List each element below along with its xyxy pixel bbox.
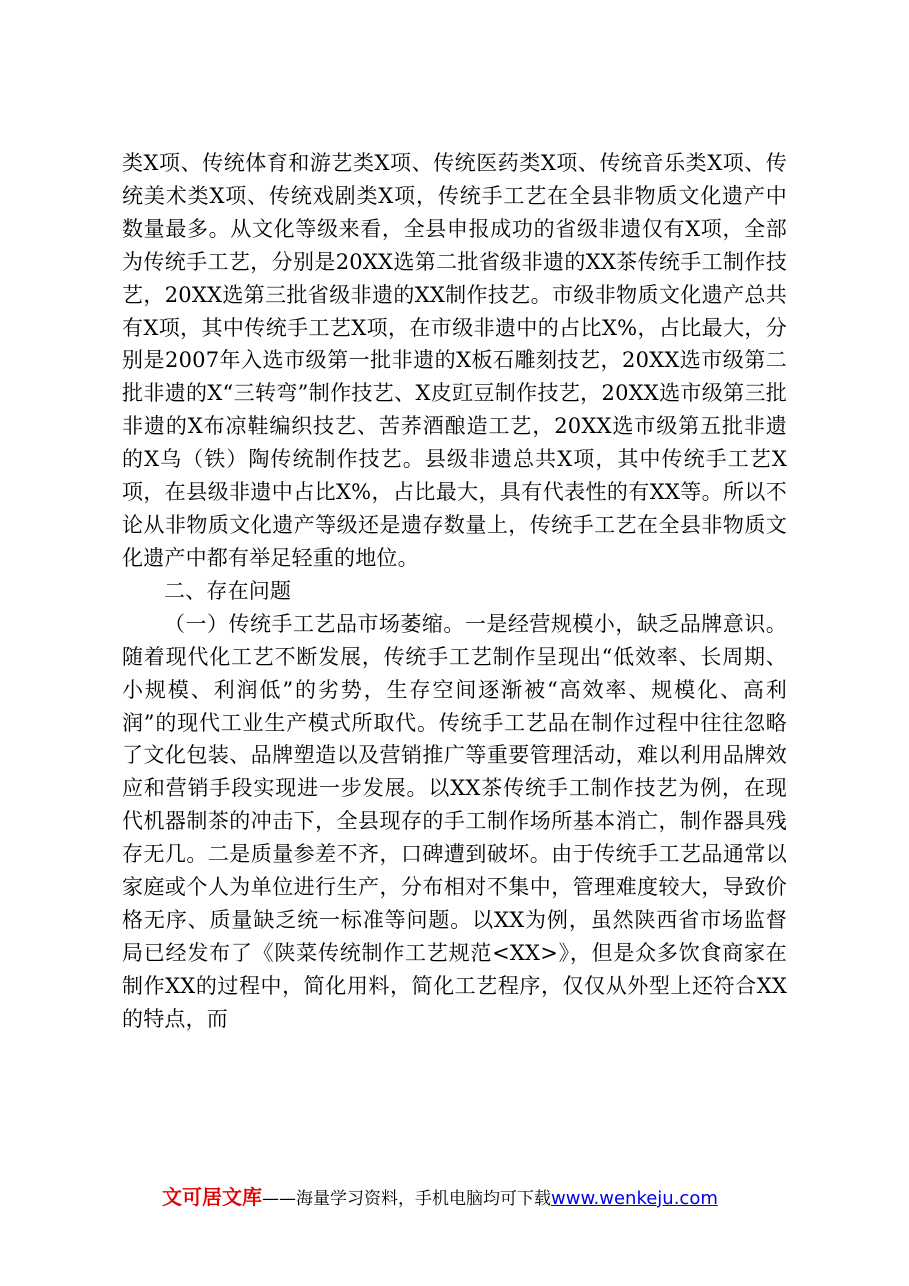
section-heading: 二、存在问题 (164, 578, 292, 603)
body-paragraph-2: （一）传统手工艺品市场萎缩。一是经营规模小，缺乏品牌意识。随着现代化工艺不断发展，传统手工艺制作呈现出“低效率、长周期、小规模、利润低”的劣势，生存空间逐渐被“高效率、规模化、高利润”的现代工业生产模式所取代。传统手工艺品在制作过程中往往忽略了文化包装、品牌塑造以及营销推广等重要管理活动，难以利用品牌效应和营销手段实现进一步发展。以XX茶传统手工制作技艺为例，在现代机器制茶的冲击下，全县现存的手工制作场所基本消亡，制作器具残存无几。二是质量参差不齐，口碑遭到破坏。由于传统手工艺品通常以家庭或个人为单位进行生产，分布相对不集中，管理难度较大，导致价格无序、质量缺乏统一标准等问题。以XX为例，虽然陕西省市场监督局已经发布了《陕菜传统制作工艺规范<XX>》，但是众多饮食商家在制作XX的过程中，简化用料，简化工艺程序，仅仅从外型上还符合XX的特点，而 (122, 611, 787, 1031)
document-body (122, 147, 787, 1036)
footer-brand: 文可居文库 (162, 1185, 262, 1209)
body-paragraph-1: 类X项、传统体育和游艺类X项、传统医药类X项、传统音乐类X项、传统美术类X项、传统戏剧类X项，传统手工艺在全县非物质文化遗产中数量最多。从文化等级来看，全县申报成功的省级非遗仅有X项，全部为传统手工艺，分别是20XX选第二批省级非遗的XX茶传统手工制作技艺，20XX选第三批省级非遗的XX制作技艺。市级非物质文化遗产总共有X项，其中传统手工艺X项，在市级非遗中的占比X%，占比最大，分别是2007年入选市级第一批非遗的X板石雕刻技艺，20XX选市级第二批非遗的X“三转弯”制作技艺、X皮豇豆制作技艺，20XX选市级第三批非遗的X布凉鞋编织技艺、苦荞酒酿造工艺，20XX选市级第五批非遗的X乌（铁）陶传统制作技艺。县级非遗总共X项，其中传统手工艺X项，在县级非遗中占比X%，占比最大，具有代表性的有XX等。所以不论从非物质文化遗产等级还是遗存数量上，传统手工艺在全县非物质文化遗产中都有举足轻重的地位。 (122, 151, 787, 570)
footer-tagline: ——海量学习资料，手机电脑均可下载 (262, 1189, 551, 1209)
footer-banner (162, 1181, 782, 1213)
footer-link[interactable]: www.wenkeju.com (551, 1188, 718, 1209)
